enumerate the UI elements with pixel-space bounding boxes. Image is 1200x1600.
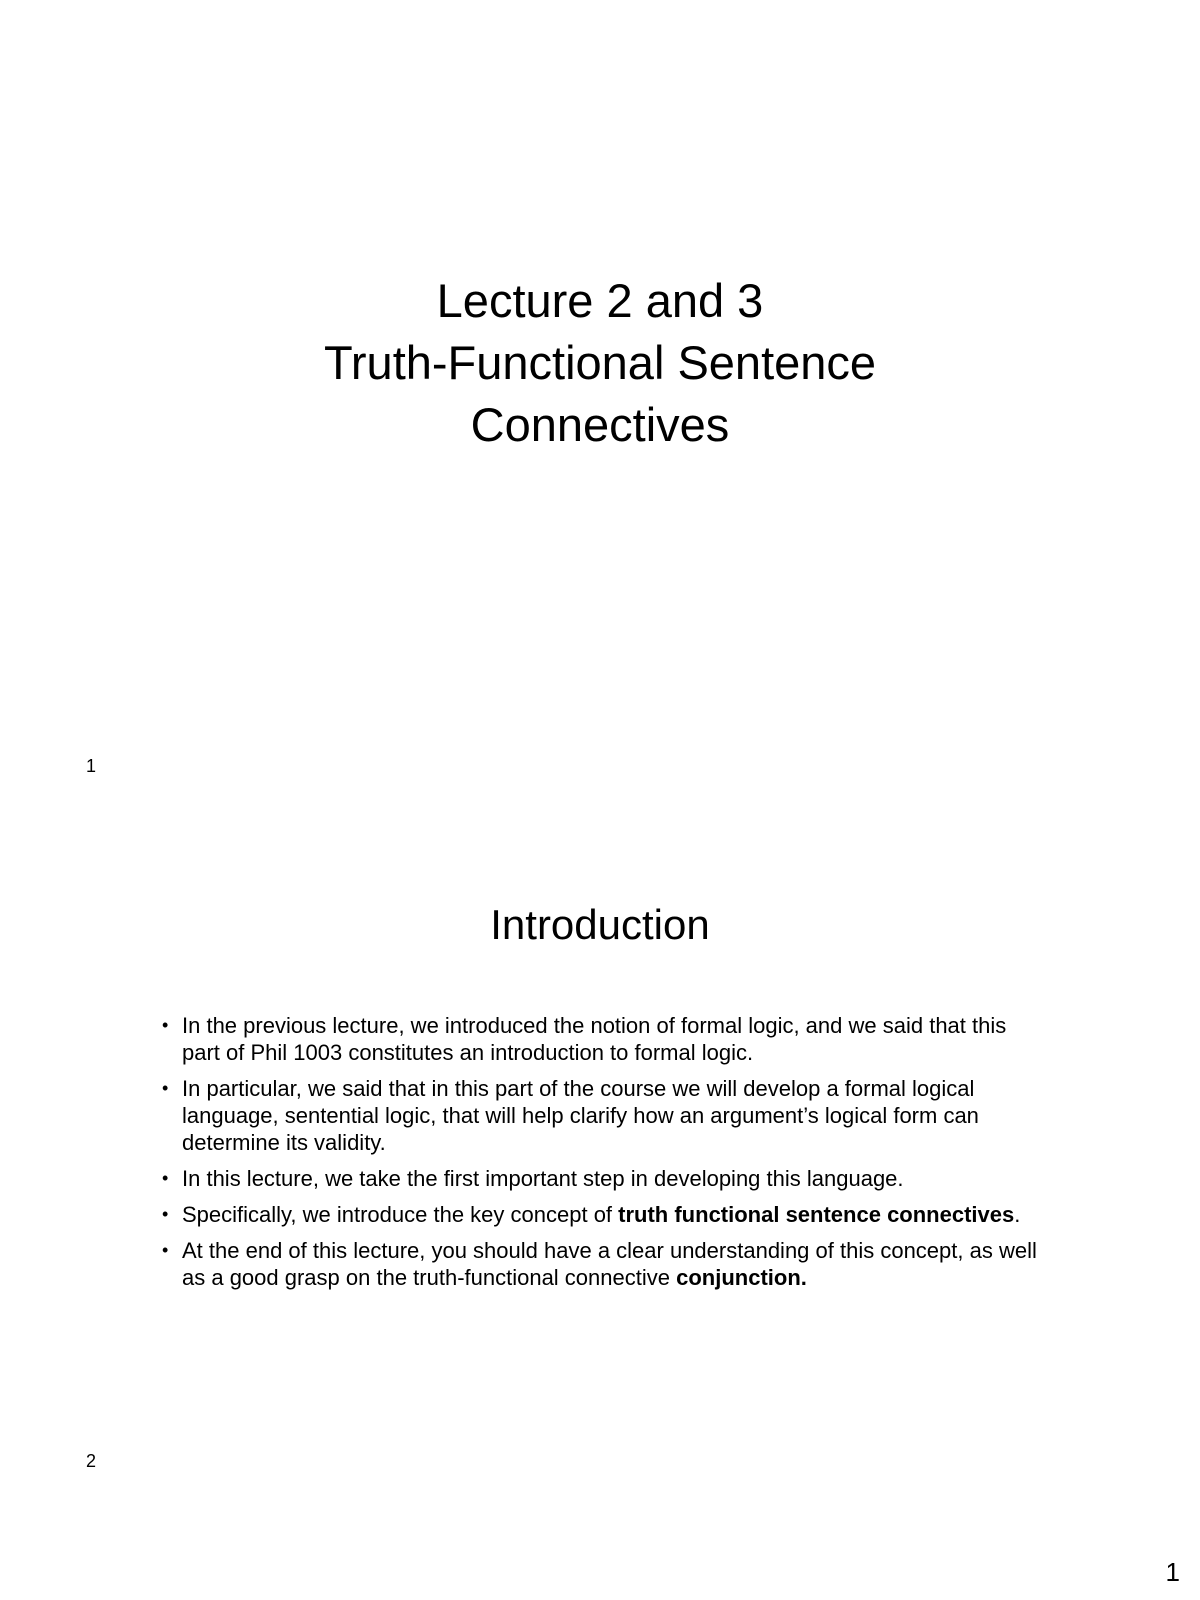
bold-term: conjunction.: [676, 1265, 807, 1290]
bullet-item: [160, 1075, 1040, 1156]
bullet-item: [160, 1201, 1040, 1228]
bold-term: truth functional sentence connectives: [618, 1202, 1015, 1227]
slide-number: 2: [86, 1451, 97, 1471]
bullet-text: In the previous lecture, we introduced the notion of formal logic, and we said that this part of Phil 1003 constitutes an introduction to formal logic.: [182, 1013, 1007, 1065]
bullet-text: .: [1014, 1202, 1021, 1227]
bullet-text: Specifically, we introduce the key concept of: [182, 1202, 619, 1227]
bullet-text: At the end of this lecture, you should have a clear understanding of this concept, as well as a good grasp on the truth-functional connective: [182, 1238, 1037, 1290]
bullet-text: In particular, we said that in this part of the course we will develop a formal logical language, sentential logic, that will help clarify how an argument’s logical form can determine its validity.: [182, 1076, 979, 1155]
bullet-list: [160, 1012, 1040, 1300]
title-line: Lecture 2 and 3: [436, 274, 764, 327]
slide-title: Introduction: [490, 901, 710, 948]
page-number: 1: [1165, 1557, 1180, 1587]
slide-title: [0, 270, 1200, 456]
bullet-item: [160, 1012, 1040, 1066]
bullet-item: [160, 1237, 1040, 1291]
slide-2: [0, 800, 1200, 1500]
title-line: Truth-Functional Sentence: [323, 336, 877, 389]
slide-number: 1: [86, 756, 97, 776]
title-line: Connectives: [470, 398, 730, 451]
bullet-text: In this lecture, we take the first important step in developing this language.: [182, 1166, 904, 1191]
bullet-item: [160, 1165, 1040, 1192]
